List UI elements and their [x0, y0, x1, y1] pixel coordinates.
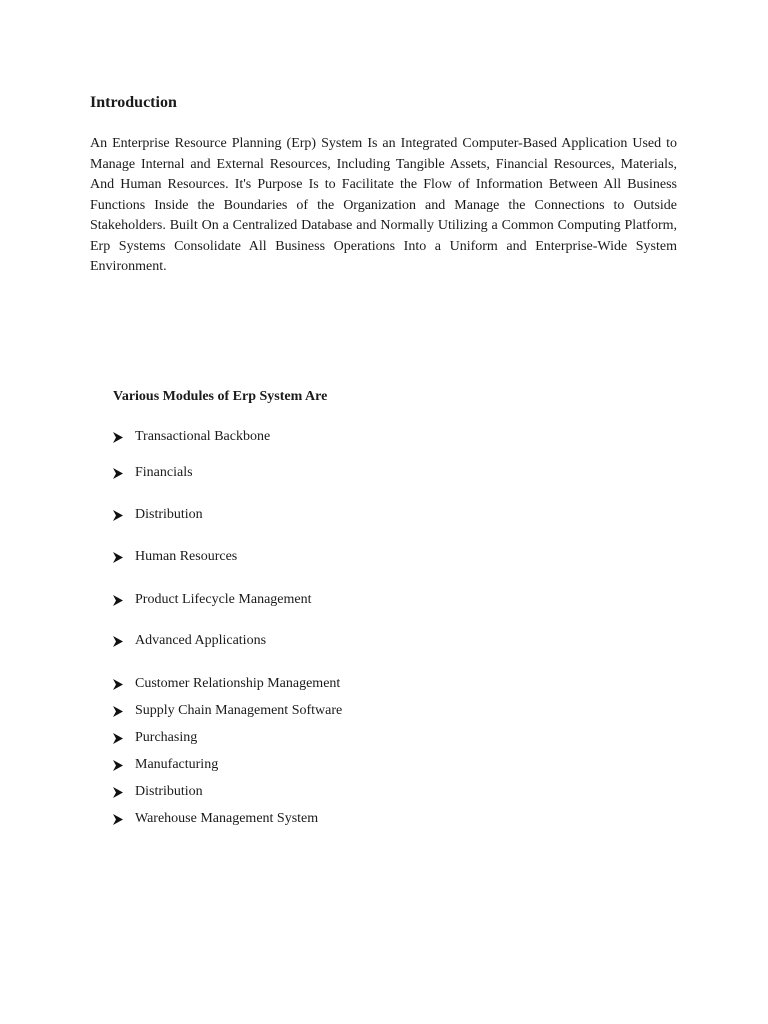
arrowhead-bullet-icon — [113, 787, 135, 798]
list-item — [113, 464, 193, 482]
arrowhead-bullet-icon — [113, 468, 135, 479]
list-item-label: Distribution — [135, 507, 203, 522]
arrowhead-bullet-icon — [113, 552, 135, 563]
intro-paragraph: An Enterprise Resource Planning (Erp) System Is an Integrated Computer-Based Application Used to Manage Internal and External Resources, Including Tangible Assets, Financial Resources, Materials, And Human Resources. It's Purpose Is to Facilitate the Flow of Information Between All Business Functions Inside the Boundaries of the Organization and Manage the Connections to Outside Stakeholders. Built On a Centralized Database and Normally Utilizing a Common Computing Platform, Erp Systems Consolidate All Business Operations Into a Uniform and Enterprise-Wide System Environment. — [90, 136, 677, 274]
arrowhead-bullet-icon — [113, 510, 135, 521]
list-item — [113, 783, 203, 801]
list-item — [113, 548, 237, 566]
arrowhead-bullet-icon — [113, 814, 135, 825]
arrowhead-bullet-icon — [113, 733, 135, 744]
list-item-label: Manufacturing — [135, 757, 219, 772]
arrowhead-bullet-icon — [113, 679, 135, 690]
list-item-label: Advanced Applications — [135, 633, 267, 648]
list-item-label: Warehouse Management System — [135, 811, 319, 826]
arrowhead-bullet-icon — [113, 760, 135, 771]
arrowhead-bullet-icon — [113, 706, 135, 717]
arrowhead-bullet-icon — [113, 432, 135, 443]
list-item — [113, 702, 342, 720]
list-item-label: Product Lifecycle Management — [135, 592, 312, 607]
list-item — [113, 428, 270, 446]
list-item — [113, 632, 266, 650]
list-item-label: Purchasing — [135, 730, 198, 745]
list-item — [113, 810, 318, 828]
list-item — [113, 675, 340, 693]
list-item-label: Financials — [135, 465, 193, 480]
list-item-label: Human Resources — [135, 549, 238, 564]
arrowhead-bullet-icon — [113, 595, 135, 606]
list-item-label: Supply Chain Management Software — [135, 703, 343, 718]
list-item — [113, 729, 197, 747]
section-heading: Introduction — [90, 94, 177, 111]
list-item-label: Transactional Backbone — [135, 429, 271, 444]
modules-title: Various Modules of Erp System Are — [113, 389, 328, 404]
list-item — [113, 756, 218, 774]
list-item — [113, 591, 311, 609]
list-item — [113, 506, 203, 524]
list-item-label: Customer Relationship Management — [135, 676, 341, 691]
list-item-label: Distribution — [135, 784, 203, 799]
arrowhead-bullet-icon — [113, 636, 135, 647]
